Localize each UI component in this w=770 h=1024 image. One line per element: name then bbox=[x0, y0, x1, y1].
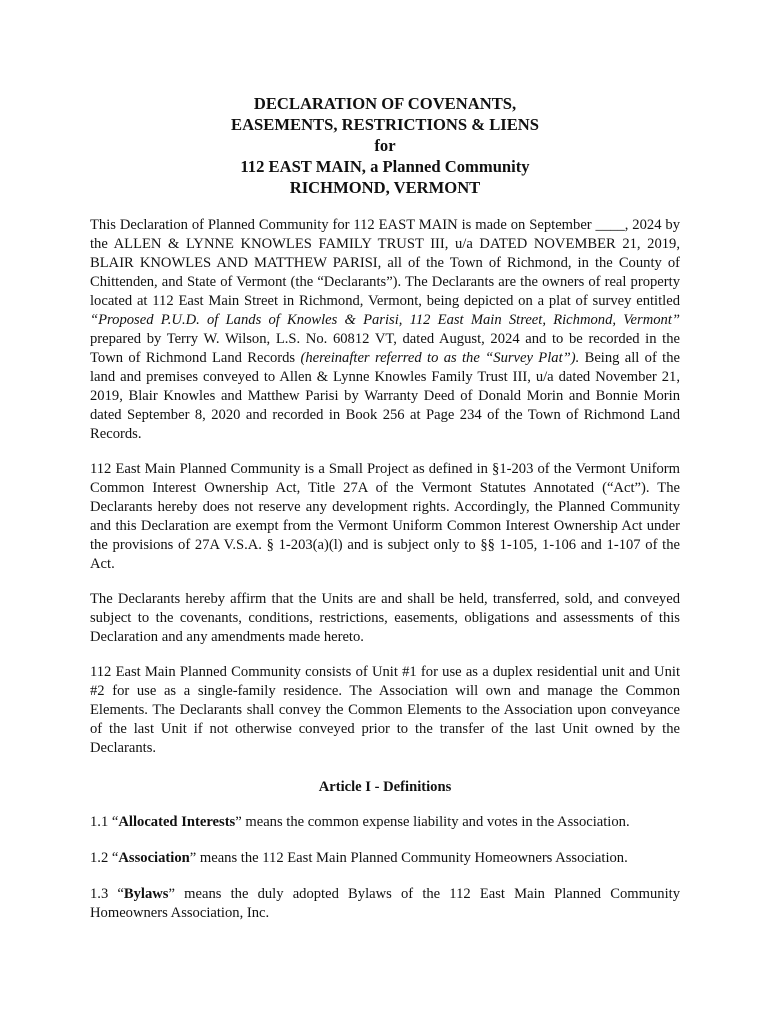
intro-text-c: prepared by Terry W. Wilson, L.S. No. 60812 VT, dated August, 2024 and to be recorded in the Town of Richmond Land Records bbox=[90, 331, 680, 366]
title-line-1: DECLARATION OF COVENANTS, bbox=[253, 94, 517, 113]
definition-text: ” means the duly adopted Bylaws of the 112 East Main Planned Community Homeowners Association, Inc. bbox=[90, 886, 680, 921]
definition-1-2 bbox=[90, 849, 680, 868]
definition-text: ” means the common expense liability and votes in the Association. bbox=[235, 814, 630, 830]
title-line-4: 112 EAST MAIN, a Planned Community bbox=[240, 157, 530, 176]
document-title bbox=[90, 93, 680, 198]
definition-term: Association bbox=[118, 850, 190, 866]
definition-number: 1.1 “ bbox=[90, 814, 119, 830]
definition-1-1 bbox=[90, 813, 680, 832]
definition-number: 1.2 “ bbox=[90, 850, 119, 866]
definition-1-3 bbox=[90, 885, 680, 923]
document-body bbox=[90, 216, 680, 940]
paragraph-affirmation: The Declarants hereby affirm that the Units are and shall be held, transferred, sold, and conveyed subject to the covenants, conditions, restrictions, easements, obligations and assessments of this Declaration and any amendments made hereto. bbox=[90, 591, 680, 645]
paragraph-declaration-intro bbox=[90, 216, 680, 444]
intro-text-a: This Declaration of Planned Community for 112 EAST MAIN is made on September ____, 2024 by the ALLEN & LYNNE KNOWLES FAMILY TRUST III, u/a DATED NOVEMBER 21, 2019, BLAIR KNOWLES AND MATTHEW PARISI, all of the Town of Richmond, in the County of Chittenden, and State of Vermont (the “Declarants”). The Declarants are the owners of real property located at 112 East Main Street in Richmond, Vermont, being depicted on a plat of survey entitled bbox=[90, 217, 680, 309]
definition-number: 1.3 “ bbox=[90, 886, 124, 902]
definition-text: ” means the 112 East Main Planned Community Homeowners Association. bbox=[189, 850, 628, 866]
survey-plat-reference: (hereinafter referred to as the “Survey Plat”). bbox=[300, 350, 580, 366]
title-line-5: RICHMOND, VERMONT bbox=[289, 178, 481, 197]
paragraph-units: 112 East Main Planned Community consists of Unit #1 for use as a duplex residential unit and Unit #2 for use as a single-family residence. The Association will own and manage the Common Elements. The Declarants shall convey the Common Elements to the Association upon conveyance of the last Unit if not otherwise conveyed prior to the transfer of the last Unit owned by the Declarants. bbox=[90, 664, 680, 756]
title-line-2: EASEMENTS, RESTRICTIONS & LIENS bbox=[231, 115, 539, 134]
intro-text-e: Being all of the land and premises conveyed to Allen & Lynne Knowles Family Trust III, u/a dated November 21, 2019, Blair Knowles and Matthew Parisi by Warranty Deed of Donald Morin and Bonnie Morin dated September 8, 2020 and recorded in Book 256 at Page 234 of the Town of Richmond Land Records. bbox=[90, 350, 680, 442]
definition-term: Bylaws bbox=[123, 886, 169, 902]
survey-plat-title: “Proposed P.U.D. of Lands of Knowles & Parisi, 112 East Main Street, Richmond, Vermont” bbox=[90, 312, 680, 328]
title-line-3: for bbox=[374, 136, 396, 155]
paragraph-small-project: 112 East Main Planned Community is a Small Project as defined in §1-203 of the Vermont Uniform Common Interest Ownership Act, Title 27A of the Vermont Statutes Annotated (“Act”). The Declarants hereby does not reserve any development rights. Accordingly, the Planned Community and this Declaration are exempt from the Vermont Uniform Common Interest Ownership Act under the provisions of 27A V.S.A. § 1-203(a)(l) and is subject only to §§ 1-105, 1-106 and 1-107 of the Act. bbox=[90, 461, 680, 572]
definition-term: Allocated Interests bbox=[118, 814, 236, 830]
article-heading: Article I - Definitions bbox=[318, 779, 452, 795]
